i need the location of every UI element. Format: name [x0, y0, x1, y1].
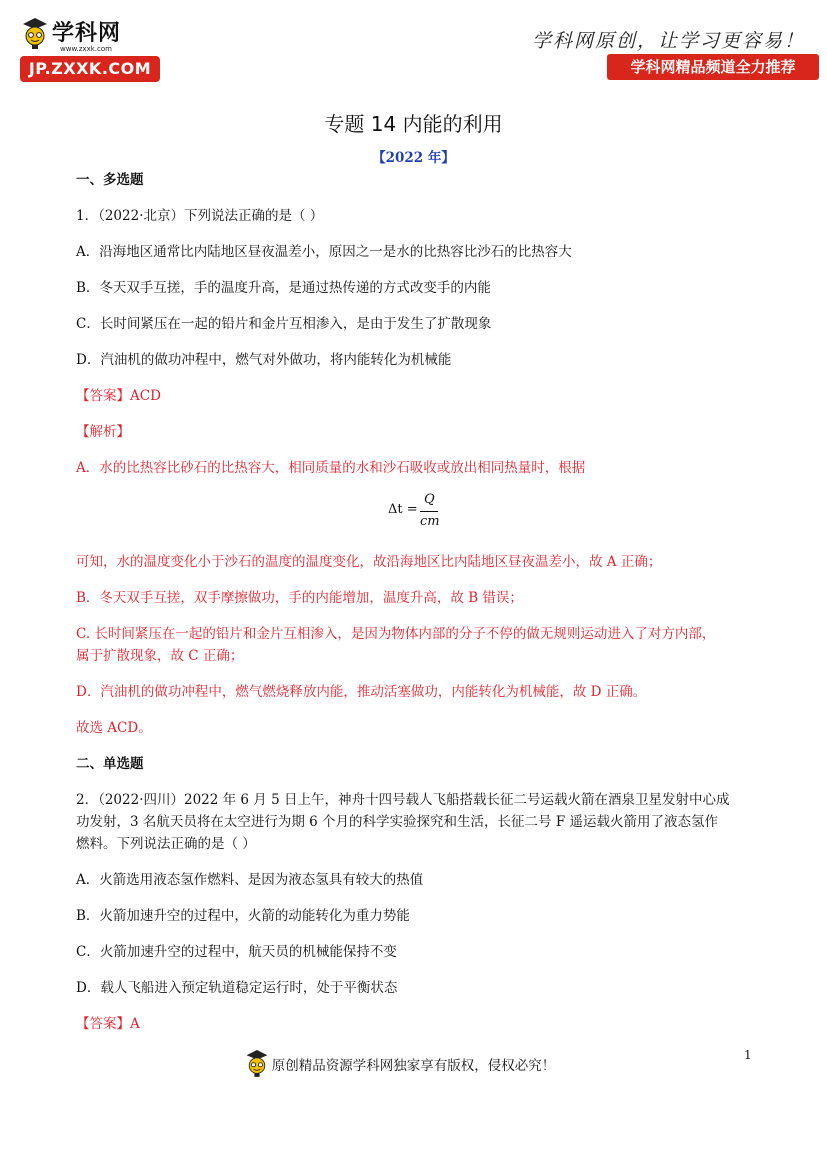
- q1-option-b: B．冬天双手互搓，手的温度升高，是通过热传递的方式改变手的内能: [76, 280, 491, 296]
- q2-stem-line3: 燃料。下列说法正确的是（ ）: [76, 836, 256, 852]
- q1-analysis-a1: A．水的比热容比砂石的比热容大，相同质量的水和沙石吸收或放出相同热量时，根据: [76, 460, 586, 476]
- q2-option-d: D．载人飞船进入预定轨道稳定运行时，处于平衡状态: [76, 980, 398, 996]
- page-number: 1: [744, 1048, 752, 1062]
- q2-option-c: C．火箭加速升空的过程中，航天员的机械能保持不变: [76, 944, 397, 960]
- section-heading-2: 二、单选题: [76, 756, 144, 772]
- q2-stem-line1: 2．（2022·四川）2022 年 6 月 5 日上午，神舟十四号载人飞船搭载长征二号运载火箭在酒泉卫星发射中心成: [76, 792, 730, 808]
- q1-option-c: C．长时间紧压在一起的铅片和金片互相渗入，是由于发生了扩散现象: [76, 316, 492, 332]
- logo-url-small: www.zxxk.com: [60, 45, 112, 53]
- q1-answer: 【答案】ACD: [76, 388, 161, 404]
- site-logo[interactable]: [20, 14, 162, 84]
- q2-option-b: B．火箭加速升空的过程中，火箭的动能转化为重力势能: [76, 908, 410, 924]
- slogan: 学科网原创，让学习更容易！: [531, 30, 805, 52]
- q1-analysis-a2: 可知，水的温度变化小于沙石的温度的温度变化，故沿海地区比内陆地区昼夜温差小，故 A 正确；: [76, 554, 662, 570]
- q1-analysis-label: 【解析】: [76, 424, 130, 440]
- section-heading-1: 一、多选题: [76, 172, 144, 188]
- formula-numerator: Q: [424, 492, 435, 507]
- q1-option-a: A．沿海地区通常比内陆地区昼夜温差小，原因之一是水的比热容比沙石的比热容大: [76, 244, 572, 260]
- q1-analysis-a3: B．冬天双手互搓，双手摩擦做功，手的内能增加，温度升高，故 B 错误；: [76, 590, 523, 606]
- q1-option-d: D．汽油机的做功冲程中，燃气对外做功，将内能转化为机械能: [76, 352, 452, 368]
- q1-analysis-a6: D．汽油机的做功冲程中，燃气燃烧释放内能，推动活塞做功，内能转化为机械能，故 D 正确。: [76, 684, 647, 700]
- mascot-icon: [20, 16, 50, 50]
- fraction-bar: [420, 511, 438, 512]
- logo-banner[interactable]: JP.ZXXK.COM: [20, 56, 160, 82]
- q2-stem-line2: 功发射，3 名航天员将在太空进行为期 6 个月的科学实验探究和生活，长征二号 F 遥运载火箭用了液态氢作: [76, 814, 719, 830]
- logo-name: 学科网: [52, 21, 122, 46]
- promo-banner[interactable]: 学科网精品频道全力推荐: [607, 54, 819, 80]
- formula-denominator: cm: [420, 514, 440, 529]
- formula: [388, 490, 448, 530]
- page-title: 专题 14 内能的利用: [324, 112, 503, 136]
- q1-conclusion: 故选 ACD。: [76, 720, 152, 736]
- q2-answer: 【答案】A: [76, 1016, 140, 1032]
- formula-lhs: Δt =: [388, 502, 418, 517]
- q2-option-a: A．火箭选用液态氢作燃料、是因为液态氢具有较大的热值: [76, 872, 424, 888]
- year-tag: 【2022 年】: [372, 150, 455, 166]
- q1-analysis-a5: 属于扩散现象，故 C 正确；: [76, 648, 244, 664]
- footer-copyright: 原创精品资源学科网独家享有版权，侵权必究！: [271, 1058, 556, 1074]
- q1-analysis-a4: C. 长时间紧压在一起的铅片和金片互相渗入，是因为物体内部的分子不停的做无规则运动进入了对方内部，: [76, 626, 716, 642]
- q1-stem: 1．（2022·北京）下列说法正确的是（ ）: [76, 208, 324, 224]
